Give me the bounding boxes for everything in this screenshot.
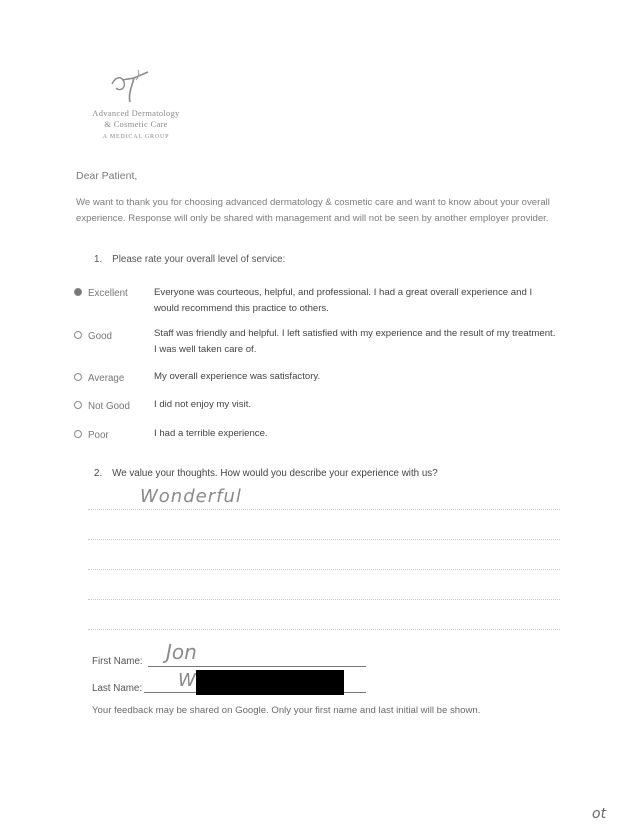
option-good[interactable]	[74, 331, 112, 342]
last-name-label: Last Name:	[92, 683, 143, 694]
practice-logo-icon	[108, 66, 152, 106]
redaction-bar	[196, 670, 344, 695]
option-label: Average	[88, 373, 125, 384]
logo-line-2: & Cosmetic Care	[104, 119, 168, 129]
handwritten-initials: ot	[592, 806, 607, 822]
question-2-text: We value your thoughts. How would you describe your experience with us?	[112, 468, 438, 479]
greeting: Dear Patient,	[76, 170, 138, 182]
logo-line-1: Advanced Dermatology	[92, 108, 180, 118]
intro-paragraph: We want to thank you for choosing advanced dermatology & cosmetic care and want to know about your overall experience. Response will only be shared with management and will not be seen by another employer provider.	[76, 197, 550, 224]
logo-line-3: A MEDICAL GROUP	[102, 134, 170, 140]
option-excellent[interactable]	[74, 288, 128, 299]
radio-selected-icon[interactable]	[74, 288, 82, 296]
first-name-value: Jon	[166, 640, 197, 664]
question-2	[94, 468, 438, 479]
footer-note: Your feedback may be shared on Google. Only your first name and last initial will be shown.	[92, 705, 481, 716]
first-name-label: First Name:	[92, 656, 143, 667]
answer-line[interactable]	[88, 569, 560, 570]
handwritten-answer: Wonderful	[140, 486, 242, 507]
question-1-number: 1.	[94, 254, 103, 265]
option-poor[interactable]	[74, 430, 109, 441]
option-description: I had a terrible experience.	[154, 428, 268, 439]
option-not-good[interactable]	[74, 401, 130, 412]
option-label: Good	[88, 331, 112, 342]
option-label: Poor	[88, 430, 109, 441]
answer-line[interactable]	[88, 629, 560, 630]
first-name-field[interactable]	[148, 666, 366, 667]
question-1	[94, 254, 285, 265]
radio-empty-icon[interactable]	[74, 430, 82, 438]
answer-line[interactable]	[88, 509, 560, 510]
radio-empty-icon[interactable]	[74, 373, 82, 381]
question-2-number: 2.	[94, 468, 103, 479]
option-label: Not Good	[88, 401, 130, 412]
practice-logo-text	[80, 108, 192, 143]
option-label: Excellent	[88, 288, 128, 299]
question-1-text: Please rate your overall level of service:	[112, 254, 286, 265]
option-description: My overall experience was satisfactory.	[154, 371, 321, 382]
option-description: Staff was friendly and helpful. I left satisfied with my experience and the result of my treatment. I was well taken care of.	[154, 328, 556, 355]
answer-line[interactable]	[88, 599, 560, 600]
answer-line[interactable]	[88, 539, 560, 540]
radio-empty-icon[interactable]	[74, 401, 82, 409]
option-description: Everyone was courteous, helpful, and professional. I had a great overall experience and I would recommend this practice to others.	[154, 287, 533, 314]
option-average[interactable]	[74, 373, 124, 384]
option-description: I did not enjoy my visit.	[154, 399, 252, 410]
radio-empty-icon[interactable]	[74, 331, 82, 339]
last-name-value: W	[178, 670, 196, 691]
